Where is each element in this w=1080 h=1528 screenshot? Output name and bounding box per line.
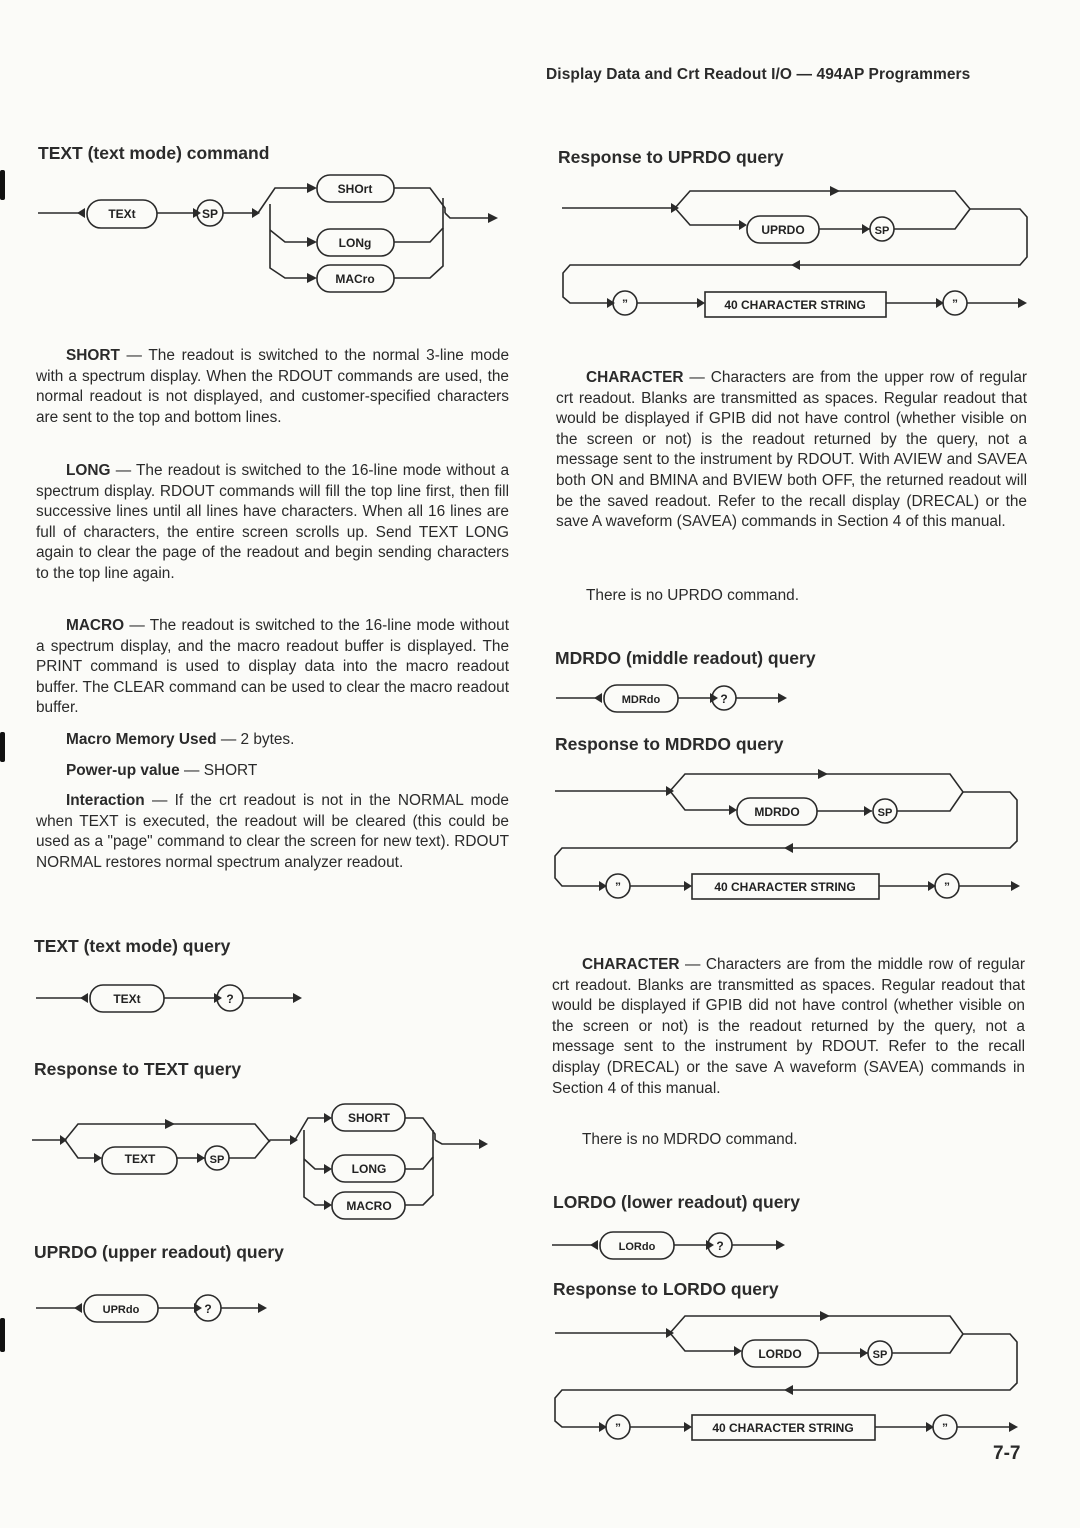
- question-label: ?: [226, 992, 234, 1006]
- syntax-diagram-lordo-response: [550, 1306, 1030, 1446]
- paragraph-long: LONG — The readout is switched to the 16-line mode without a spectrum display. RDOUT commands will fill the top line first, then fill successive lines until all lines have characters. When all 16 lines are full of characters, the entire screen scrolls up. Send TEXT LONG again to clear the page of the readout and begin sending characters to the top line again.: [36, 462, 509, 582]
- section-heading-text-response: Response to TEXT query: [34, 1059, 242, 1079]
- question-label: ?: [204, 1302, 212, 1316]
- page-number: 7-7: [993, 1443, 1021, 1464]
- string-label: 40 CHARACTER STRING: [714, 880, 856, 894]
- power-up-value: SHORT: [203, 762, 258, 779]
- note-mdrdo: [552, 1130, 1023, 1151]
- binding-mark: [0, 732, 5, 762]
- character-text: Characters are from the upper row of regular crt readout. Blanks are transmitted as spaces. Regular readout that would be displayed if GPIB did not have control (whether visible on the screen or not) is the readout returned by the query, not a message sent to the instrument by RDOUT. With AVIEW and SAVEA both ON and BMINA and BVIEW both OFF, the returned readout will be the saved readout. Refer to the recall display (DRECAL) or the save A waveform (SAVEA) commands in Section 4 of this manual.: [556, 369, 1028, 531]
- syntax-diagram-lordo-query: [548, 1228, 808, 1268]
- option-long: LONG: [351, 1162, 387, 1176]
- section-heading-text-query: TEXT (text mode) query: [34, 936, 231, 956]
- note-uprdo: [556, 586, 1027, 607]
- sp-label: SP: [209, 1154, 225, 1166]
- term-long: LONG: [66, 462, 111, 479]
- syntax-diagram-uprdo-response: [555, 185, 1035, 320]
- syntax-diagram-text-query: [30, 980, 320, 1020]
- note-text: There is no MDRDO command.: [582, 1131, 798, 1148]
- section-heading-mdrdo-query: MDRDO (middle readout) query: [555, 648, 816, 668]
- syntax-diagram-mdrdo-response: [550, 766, 1030, 906]
- option-short: SHOrt: [337, 182, 373, 196]
- syntax-diagram-mdrdo-query: [550, 681, 810, 721]
- string-label: 40 CHARACTER STRING: [724, 298, 866, 312]
- term-character: CHARACTER: [582, 956, 680, 973]
- option-macro: MACro: [335, 272, 375, 286]
- text-short: The readout is switched to the normal 3-line mode with a spectrum display. When the RDOUT commands are used, the normal readout is not displayed, and customer-specified characters are sent to the top and bottom lines.: [36, 347, 509, 426]
- section-heading-text-command: TEXT (text mode) command: [38, 143, 270, 163]
- paragraph-interaction: Interaction — If the crt readout is not in the NORMAL mode when TEXT is executed, the readout will be cleared (this could be used as a "page" command to clear the screen for new text). RDOUT NORMAL restores normal spectrum analyzer readout.: [36, 792, 509, 871]
- keyword-label: LORdo: [618, 1241, 656, 1253]
- close-quote: ”: [944, 880, 950, 894]
- option-short: SHORT: [348, 1111, 390, 1125]
- note-text: There is no UPRDO command.: [586, 587, 799, 604]
- close-quote: ”: [942, 1421, 948, 1435]
- sp-label: SP: [872, 1349, 888, 1361]
- power-up-label: Power-up value: [66, 762, 180, 779]
- interaction-label: Interaction: [66, 792, 145, 809]
- binding-mark: [0, 170, 5, 200]
- keyword-label: LORDO: [758, 1347, 802, 1361]
- term-macro: MACRO: [66, 617, 125, 634]
- keyword-label: MDRdo: [621, 694, 661, 706]
- section-heading-uprdo-response: Response to UPRDO query: [558, 147, 784, 167]
- syntax-diagram-uprdo-query: [30, 1290, 320, 1330]
- open-quote: ”: [622, 297, 628, 311]
- term-short: SHORT: [66, 347, 120, 364]
- macro-memory-value: 2 bytes.: [240, 731, 295, 748]
- keyword-label: TEXt: [108, 207, 136, 221]
- paragraph-character-mdrdo: CHARACTER — Characters are from the middle row of regular crt readout. Blanks are transmitted as spaces. Regular readout that would be displayed if GPIB did not have control (whether visible on the screen or not) is the readout returned by the query, not a message sent to the instrument by RDOUT. Refer to the recall display (DRECAL) or the save A waveform (SAVEA) commands in Section 4 of this manual.: [552, 956, 1025, 1097]
- string-label: 40 CHARACTER STRING: [712, 1421, 854, 1435]
- keyword-label: UPRDO: [761, 223, 805, 237]
- section-heading-lordo-query: LORDO (lower readout) query: [553, 1192, 800, 1212]
- question-label: ?: [716, 1239, 724, 1253]
- open-quote: ”: [615, 880, 621, 894]
- sp-label: SP: [874, 225, 890, 237]
- keyword-label: MDRDO: [754, 805, 800, 819]
- term-character: CHARACTER: [586, 369, 684, 386]
- power-up-line: Power-up value — SHORT: [66, 762, 258, 779]
- macro-memory-line: Macro Memory Used — 2 bytes.: [66, 731, 295, 748]
- option-macro: MACRO: [346, 1199, 392, 1213]
- binding-mark: [0, 1318, 5, 1352]
- open-quote: ”: [615, 1421, 621, 1435]
- sp-label: SP: [201, 207, 219, 221]
- interaction-text: If the crt readout is not in the NORMAL mode when TEXT is executed, the readout will be cleared (this could be used as a "page" command to clear the screen for new text). RDOUT NORMAL restores normal spectrum analyzer readout.: [36, 792, 509, 871]
- paragraph-macro: MACRO — The readout is switched to the 16-line mode without a spectrum display, and the macro readout buffer is displayed. The PRINT command is used to display data into the macro readout buffer. The CLEAR command can be used to clear the macro readout buffer.: [36, 617, 509, 717]
- macro-memory-label: Macro Memory Used: [66, 731, 217, 748]
- paragraph-character-uprdo: CHARACTER — Characters are from the upper row of regular crt readout. Blanks are transmitted as spaces. Regular readout that would be displayed if GPIB did not have control (whether visible on the screen or not) is the readout returned by the query, not a message sent to the instrument by RDOUT. With AVIEW and SAVEA both ON and BMINA and BVIEW both OFF, the returned readout will be the saved readout. Refer to the recall display (DRECAL) or the save A waveform (SAVEA) commands in Section 4 of this manual.: [556, 369, 1028, 531]
- close-quote: ”: [952, 297, 958, 311]
- running-head: Display Data and Crt Readout I/O — 494AP Programmers: [546, 66, 971, 83]
- section-heading-uprdo-query: UPRDO (upper readout) query: [34, 1242, 284, 1262]
- character-text: Characters are from the middle row of regular crt readout. Blanks are transmitted as spaces. Regular readout that would be displayed if GPIB did not have control (whether visible on the screen or not) is the readout returned by the query, not a message sent to the instrument by RDOUT. Refer to the recall display (DRECAL) or the save A waveform (SAVEA) commands in Section 4 of this manual.: [552, 956, 1025, 1097]
- paragraph-short: SHORT — The readout is switched to the normal 3-line mode with a spectrum display. When the RDOUT commands are used, the normal readout is not displayed, and customer-specified characters are sent to the top and bottom lines.: [36, 347, 509, 426]
- option-long: LONg: [338, 236, 372, 250]
- syntax-diagram-text-command: [30, 168, 510, 303]
- section-heading-lordo-response: Response to LORDO query: [553, 1279, 779, 1299]
- keyword-label: TEXT: [124, 1152, 156, 1166]
- syntax-diagram-text-response: [30, 1092, 500, 1227]
- keyword-label: UPRdo: [102, 1304, 140, 1316]
- question-label: ?: [720, 692, 728, 706]
- text-macro: The readout is switched to the 16-line mode without a spectrum display, and the macro readout buffer is displayed. The PRINT command is used to display data into the macro readout buffer. The CLEAR command can be used to clear the macro readout buffer.: [36, 617, 509, 717]
- sp-label: SP: [877, 807, 893, 819]
- keyword-label: TEXt: [113, 992, 141, 1006]
- section-heading-mdrdo-response: Response to MDRDO query: [555, 734, 784, 754]
- text-long: The readout is switched to the 16-line mode without a spectrum display. RDOUT commands will fill the top line first, then fill successive lines until all lines have characters. When all 16 lines are full of characters, the entire screen scrolls up. Send TEXT LONG again to clear the page of the readout and begin sending characters to the top line again.: [36, 462, 509, 582]
